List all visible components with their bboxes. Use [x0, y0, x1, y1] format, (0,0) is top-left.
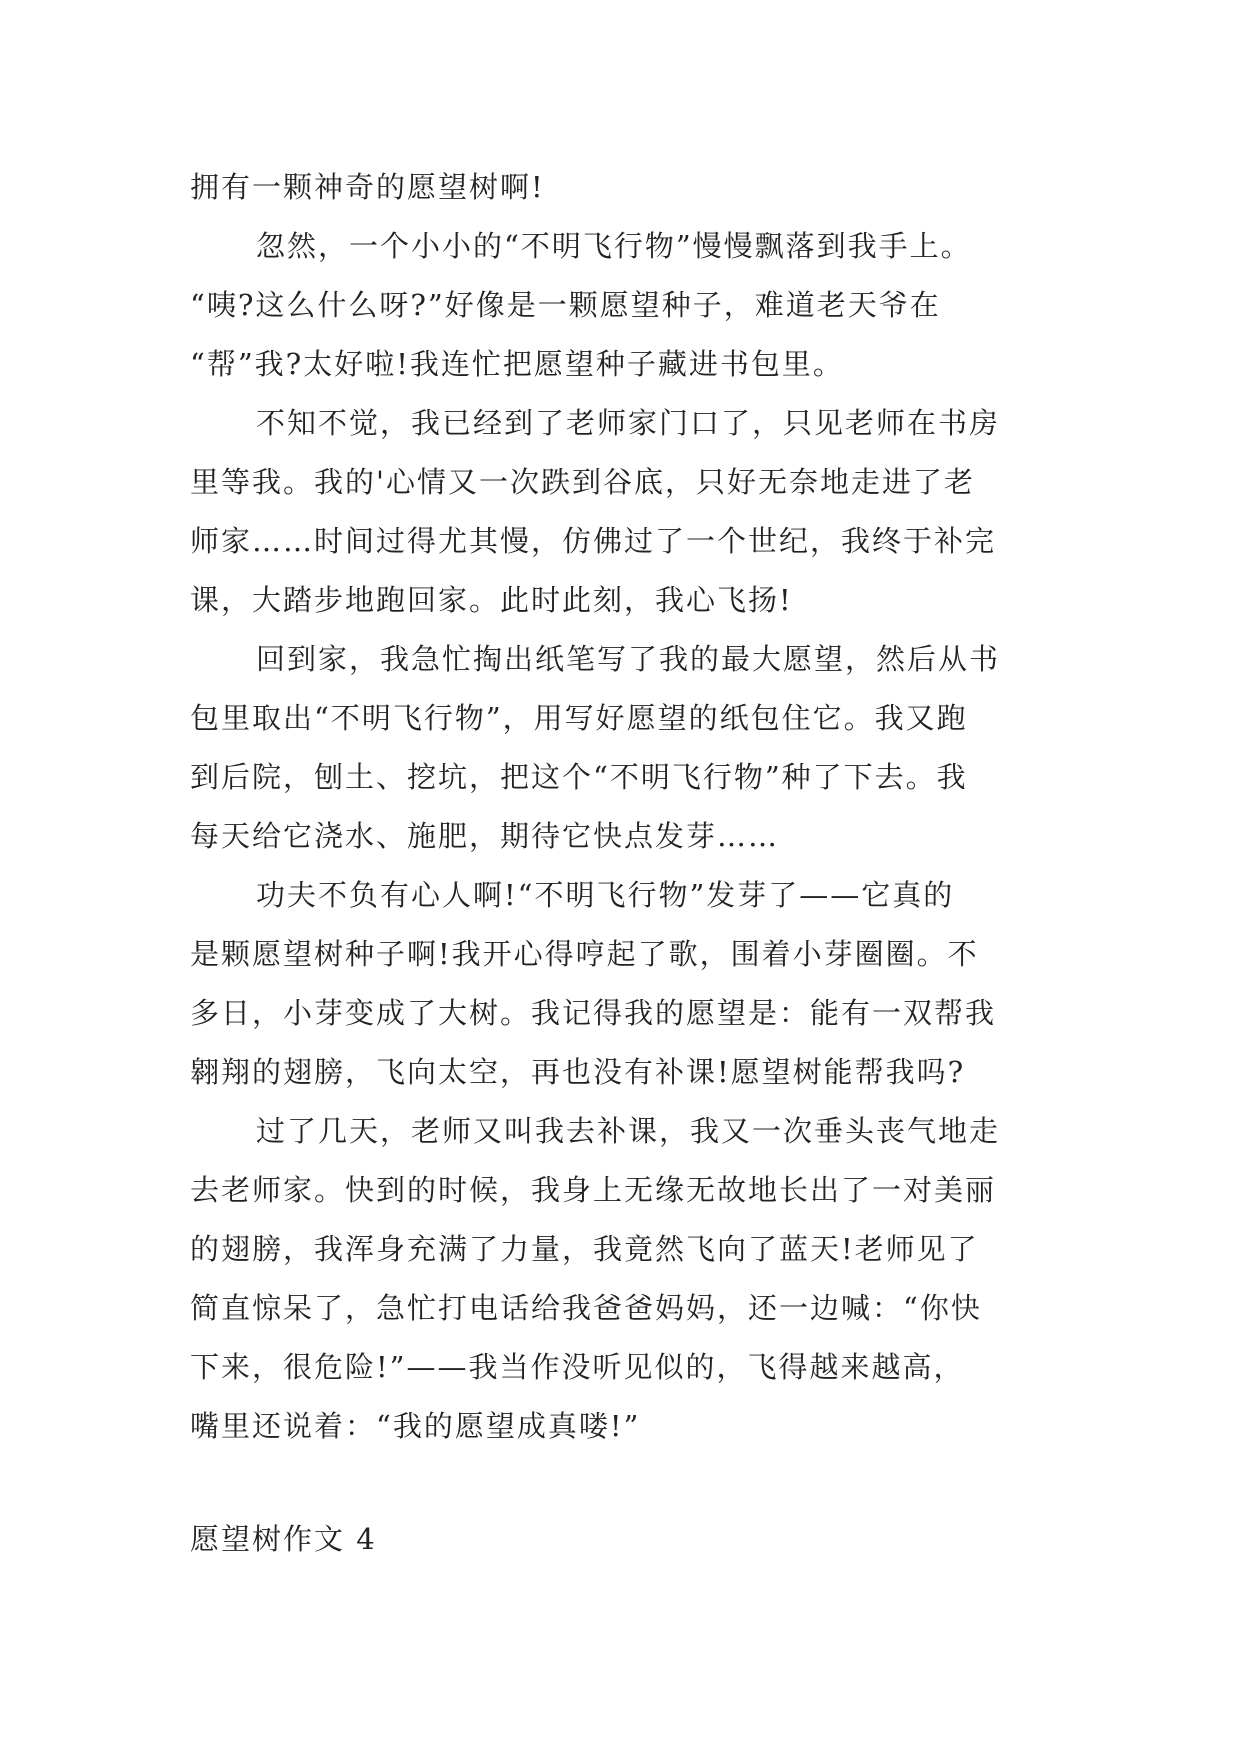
text-line: 师家……时间过得尤其慢，仿佛过了一个世纪，我终于补完: [190, 524, 997, 558]
text-line: 里等我。我的'心情又一次跌到谷底，只好无奈地走进了老: [190, 465, 975, 499]
text-line: 不知不觉，我已经到了老师家门口了，只见老师在书房: [256, 406, 1001, 440]
text-line: 翱翔的翅膀，飞向太空，再也没有补课!愿望树能帮我吗?: [190, 1055, 966, 1089]
section-heading: 愿望树作文 4: [190, 1522, 377, 1556]
text-line: 是颗愿望树种子啊!我开心得哼起了歌，围着小芽圈圈。不: [190, 937, 979, 971]
text-line: 嘴里还说着：“我的愿望成真喽!”: [190, 1409, 641, 1443]
essay-body: [190, 158, 1060, 1456]
text-line: “帮”我?太好啦!我连忙把愿望种子藏进书包里。: [190, 347, 844, 381]
text-line: 拥有一颗神奇的愿望树啊!: [190, 170, 545, 204]
text-line: 过了几天，老师又叫我去补课，我又一次垂头丧气地走: [256, 1114, 1001, 1148]
text-line: 每天给它浇水、施肥，期待它快点发芽……: [190, 819, 780, 853]
text-line: 简直惊呆了，急忙打电话给我爸爸妈妈，还一边喊：“你快: [190, 1291, 982, 1325]
text-line: 的翅膀，我浑身充满了力量，我竟然飞向了蓝天!老师见了: [190, 1232, 979, 1266]
text-line: 忽然，一个小小的“不明飞行物”慢慢飘落到我手上。: [256, 229, 972, 263]
text-line: 课，大踏步地跑回家。此时此刻，我心飞扬!: [190, 583, 793, 617]
text-line: 包里取出“不明飞行物”，用写好愿望的纸包住它。我又跑: [190, 701, 968, 735]
text-line: 下来，很危险!”——我当作没听见似的，飞得越来越高，: [190, 1350, 965, 1384]
text-line: 回到家，我急忙掏出纸笔写了我的最大愿望，然后从书: [256, 642, 1001, 676]
text-line: 多日，小芽变成了大树。我记得我的愿望是：能有一双帮我: [190, 996, 997, 1030]
text-line: “咦?这么什么呀?”好像是一颗愿望种子，难道老天爷在: [190, 288, 941, 322]
text-line: 功夫不负有心人啊!“不明飞行物”发芽了——它真的: [256, 878, 955, 912]
text-line: 到后院，刨土、挖坑，把这个“不明飞行物”种了下去。我: [190, 760, 968, 794]
text-line: 去老师家。快到的时候，我身上无缘无故地长出了一对美丽: [190, 1173, 997, 1207]
